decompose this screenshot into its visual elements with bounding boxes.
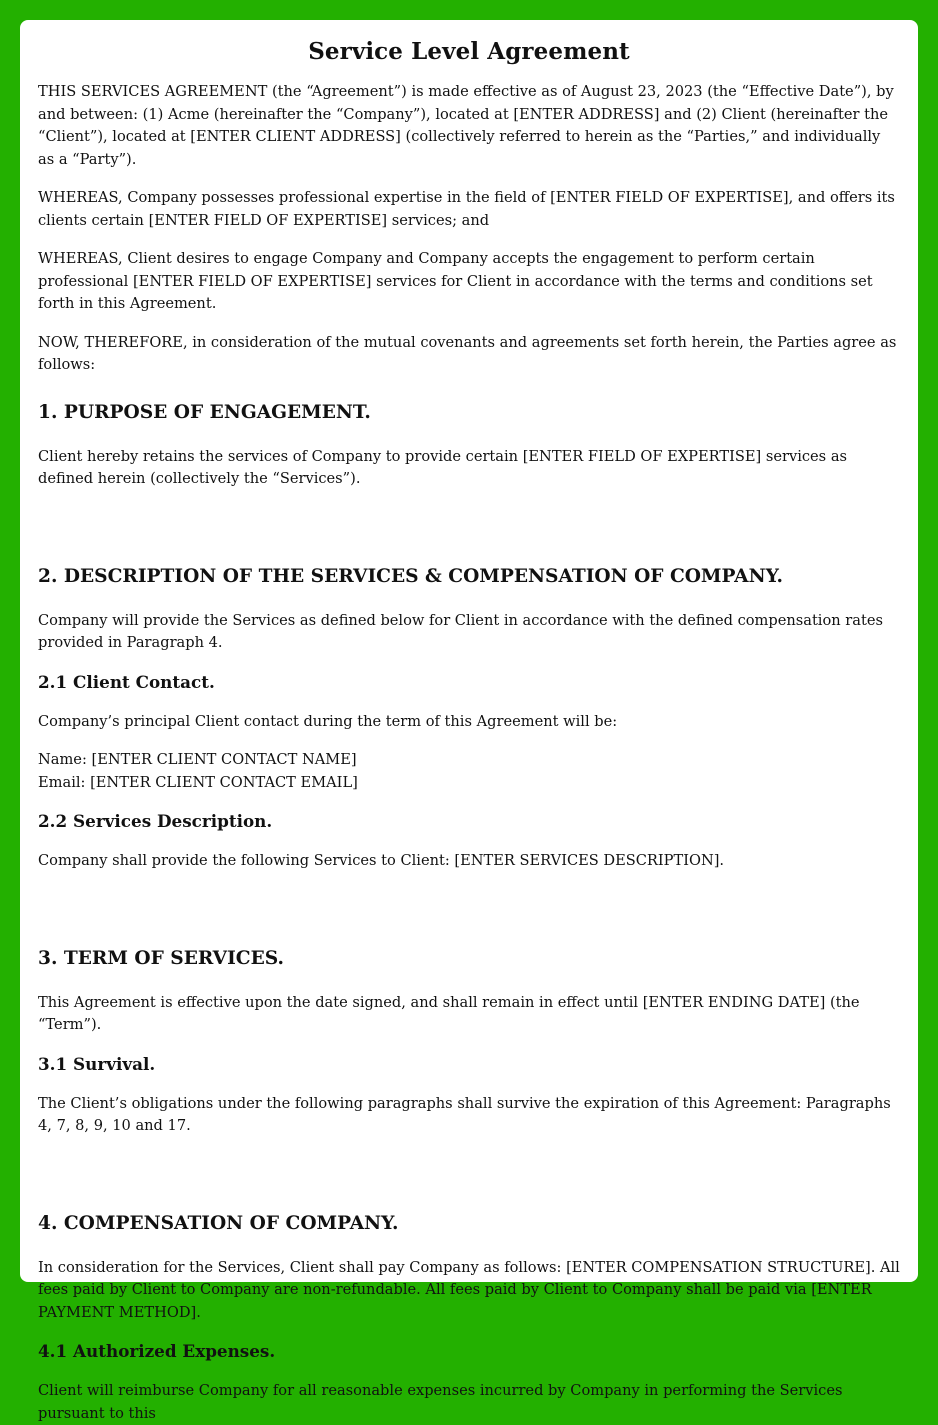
intro-paragraph: THIS SERVICES AGREEMENT (the “Agreement”) is made effective as of August 23, 2023 (the “Effective Date”), by and between: (1) Acme (hereinafter the “Company”), located at [ENTER ADDRESS] and (2) Client (hereinafter the “Client”), located at [ENTER CLIENT ADDRESS] (collectively referred to herein as the “Parties,” and individually as a “Party”).: [38, 83, 894, 168]
document-content: [20, 20, 918, 1425]
section-spacer: [38, 889, 900, 923]
section-4-body: In consideration for the Services, Client shall pay Company as follows: [ENTER COMPENSATION STRUCTURE]. All fees paid by Client to Company are non-refundable. All fees paid by Client to Company shall be paid via [ENTER PAYMENT METHOD].: [38, 1258, 900, 1321]
section-3-heading: 3. TERM OF SERVICES.: [38, 947, 284, 969]
section-spacer: [38, 1154, 900, 1188]
client-contact-email: Email: [ENTER CLIENT CONTACT EMAIL]: [38, 773, 358, 791]
section-1-heading: 1. PURPOSE OF ENGAGEMENT.: [38, 401, 371, 423]
intro-paragraph: NOW, THEREFORE, in consideration of the mutual covenants and agreements set forth herein, the Parties agree as follows:: [38, 333, 897, 373]
section-3-body: This Agreement is effective upon the date signed, and shall remain in effect until [ENTER ENDING DATE] (the “Term”).: [38, 993, 860, 1033]
section-4-1-heading: 4.1 Authorized Expenses.: [38, 1341, 276, 1361]
section-2-2-body: Company shall provide the following Services to Client: [ENTER SERVICES DESCRIPTION].: [38, 852, 725, 869]
section-2-body: Company will provide the Services as defined below for Client in accordance with the defined compensation rates provided in Paragraph 4.: [38, 611, 883, 651]
intro-paragraph: WHEREAS, Company possesses professional expertise in the field of [ENTER FIELD OF EXPERTISE], and offers its clients certain [ENTER FIELD OF EXPERTISE] services; and: [38, 189, 895, 229]
section-2-2-heading: 2.2 Services Description.: [38, 811, 273, 831]
section-spacer: [38, 507, 900, 541]
client-contact-name: Name: [ENTER CLIENT CONTACT NAME]: [38, 751, 357, 768]
intro-paragraph: WHEREAS, Client desires to engage Company and Company accepts the engagement to perform certain professional [ENTER FIELD OF EXPERTISE] services for Client in accordance with the terms and conditions set forth in this Agreement.: [38, 250, 873, 312]
section-3-1-body: The Client’s obligations under the following paragraphs shall survive the expiration of this Agreement: Paragraphs 4, 7, 8, 9, 10 and 17.: [38, 1094, 891, 1134]
section-1-body: Client hereby retains the services of Company to provide certain [ENTER FIELD OF EXPERTISE] services as defined herein (collectively the “Services”).: [38, 447, 848, 487]
document-page: [20, 20, 918, 1422]
section-2-heading: 2. DESCRIPTION OF THE SERVICES & COMPENSATION OF COMPANY.: [38, 565, 783, 587]
section-4-1-body: Client will reimburse Company for all reasonable expenses incurred by Company in performing the Services pursuant to this: [38, 1382, 843, 1422]
section-2-1-body: Company’s principal Client contact during the term of this Agreement will be:: [38, 712, 618, 730]
section-2-1-heading: 2.1 Client Contact.: [38, 671, 215, 692]
document-title: Service Level Agreement: [308, 38, 630, 65]
section-3-1-heading: 3.1 Survival.: [38, 1053, 156, 1074]
section-4-heading: 4. COMPENSATION OF COMPANY.: [38, 1212, 399, 1234]
